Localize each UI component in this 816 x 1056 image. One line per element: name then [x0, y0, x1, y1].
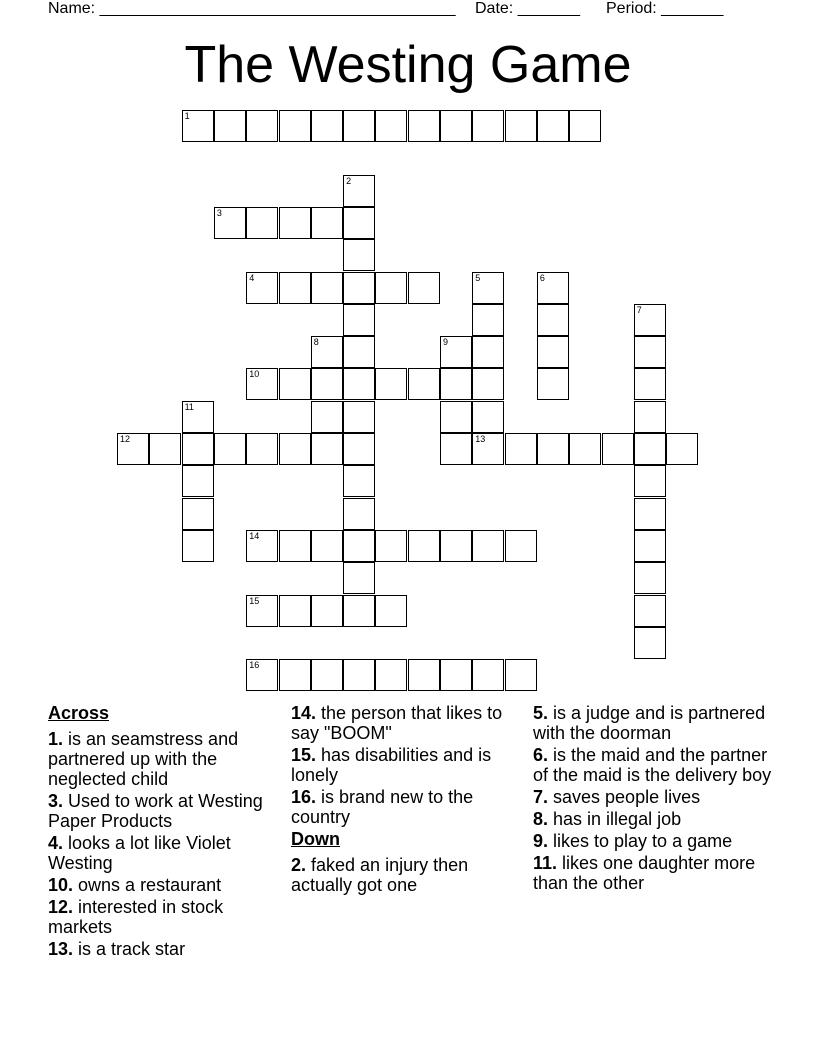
- grid-cell[interactable]: [214, 207, 246, 239]
- grid-cell[interactable]: [149, 433, 181, 465]
- grid-cell[interactable]: [375, 368, 407, 400]
- grid-cell[interactable]: [343, 401, 375, 433]
- grid-cell[interactable]: [182, 498, 214, 530]
- grid-cell[interactable]: [182, 401, 214, 433]
- clue-item-text: is an seamstress and partnered up with the neglected child: [48, 729, 239, 789]
- grid-cell[interactable]: [472, 401, 504, 433]
- grid-cell[interactable]: [634, 627, 666, 659]
- clue-number: 1: [184, 111, 190, 121]
- grid-cell[interactable]: [375, 595, 407, 627]
- clue-item-text: faked an injury then actually got one: [291, 855, 469, 895]
- grid-cell[interactable]: [569, 433, 601, 465]
- grid-cell[interactable]: [182, 110, 214, 142]
- clue-item: [533, 703, 773, 743]
- clue-number: 4: [249, 272, 255, 283]
- grid-cell[interactable]: [440, 659, 472, 691]
- clue-item-number: 11.: [533, 853, 558, 873]
- clue-number: 11: [184, 401, 194, 412]
- clue-number: 16: [249, 660, 260, 671]
- grid-cell[interactable]: [343, 530, 375, 562]
- grid-cell[interactable]: [408, 272, 440, 304]
- grid-cell[interactable]: [634, 368, 666, 400]
- grid-cell[interactable]: [569, 110, 601, 142]
- grid-cell[interactable]: [440, 433, 472, 465]
- grid-cell[interactable]: [472, 433, 504, 465]
- grid-cell[interactable]: [311, 368, 343, 400]
- page-title: The Westing Game: [184, 36, 632, 94]
- grid-cell[interactable]: [246, 207, 278, 239]
- grid-cell[interactable]: [375, 530, 407, 562]
- grid-cell[interactable]: [505, 659, 537, 691]
- clue-item-text: is a judge and is partnered with the doorman: [533, 703, 766, 743]
- grid-cell[interactable]: [408, 530, 440, 562]
- grid-cell[interactable]: [505, 530, 537, 562]
- clue-number: 10: [249, 369, 260, 380]
- grid-cell[interactable]: [537, 272, 569, 304]
- clue-number: 9: [443, 337, 449, 348]
- clue-item-number: 5.: [533, 703, 549, 723]
- grid-cell[interactable]: [182, 433, 214, 465]
- clue-item-text: is a track star: [73, 939, 186, 959]
- clue-item-text: looks a lot like Violet Westing: [48, 833, 231, 873]
- grid-cell[interactable]: [408, 110, 440, 142]
- grid-cell[interactable]: [311, 110, 343, 142]
- grid-cell[interactable]: [440, 530, 472, 562]
- grid-cell[interactable]: [634, 401, 666, 433]
- grid-cell[interactable]: [343, 175, 375, 207]
- clue-item: [48, 875, 288, 895]
- grid-cell[interactable]: [472, 530, 504, 562]
- grid-cell[interactable]: [246, 110, 278, 142]
- grid-cell[interactable]: [472, 336, 504, 368]
- clue-item-number: 3.: [48, 791, 64, 811]
- across-heading: Across: [48, 703, 110, 723]
- clue-item-number: 6.: [533, 745, 549, 765]
- down-heading: Down: [291, 829, 340, 849]
- grid-cell[interactable]: [343, 498, 375, 530]
- grid-cell[interactable]: [246, 368, 278, 400]
- grid-cell[interactable]: [440, 401, 472, 433]
- clue-item: [533, 831, 773, 851]
- clue-item-number: 7.: [533, 787, 549, 807]
- clue-item: [291, 787, 531, 827]
- grid-cell[interactable]: [343, 304, 375, 336]
- grid-cell[interactable]: [634, 498, 666, 530]
- grid-cell[interactable]: [279, 368, 311, 400]
- clues-column-2: [291, 703, 531, 897]
- clue-item-number: 10.: [48, 875, 74, 895]
- grid-cell[interactable]: [279, 433, 311, 465]
- grid-cell[interactable]: [311, 272, 343, 304]
- clue-item-number: 2.: [291, 855, 307, 875]
- grid-cell[interactable]: [440, 110, 472, 142]
- grid-cell[interactable]: [343, 562, 375, 594]
- grid-cell[interactable]: [246, 272, 278, 304]
- clue-item: [533, 809, 773, 829]
- clue-number: 8: [313, 337, 319, 348]
- grid-cell[interactable]: [343, 433, 375, 465]
- clue-number: 7: [636, 304, 642, 315]
- grid-cell[interactable]: [343, 272, 375, 304]
- clue-item-text: has in illegal job: [548, 809, 682, 829]
- grid-cell[interactable]: [472, 368, 504, 400]
- clue-item-text: Used to work at Westing Paper Products: [48, 791, 263, 831]
- grid-cell[interactable]: [634, 336, 666, 368]
- grid-cell[interactable]: [343, 336, 375, 368]
- grid-cell[interactable]: [343, 595, 375, 627]
- name-blank[interactable]: ________________________________________: [99, 0, 456, 17]
- clue-number: 14: [249, 530, 260, 541]
- grid-cell[interactable]: [311, 336, 343, 368]
- clue-number: 15: [249, 595, 260, 606]
- grid-cell[interactable]: [311, 207, 343, 239]
- clue-item: [291, 745, 531, 785]
- grid-cell[interactable]: [375, 659, 407, 691]
- clue-item: [48, 833, 288, 873]
- clue-item: [48, 729, 288, 789]
- grid-cell[interactable]: [472, 659, 504, 691]
- clue-number: 3: [216, 207, 222, 218]
- grid-cell[interactable]: [634, 595, 666, 627]
- clue-item: [48, 939, 288, 959]
- grid-cell[interactable]: [666, 433, 698, 465]
- clue-item: [533, 745, 773, 785]
- grid-cell[interactable]: [602, 433, 634, 465]
- grid-cell[interactable]: [311, 659, 343, 691]
- clue-item-text: saves people lives: [548, 787, 701, 807]
- grid-cell[interactable]: [343, 368, 375, 400]
- grid-cell[interactable]: [214, 433, 246, 465]
- grid-cell[interactable]: [634, 465, 666, 497]
- grid-cell[interactable]: [343, 110, 375, 142]
- grid-cell[interactable]: [343, 239, 375, 271]
- grid-cell[interactable]: [182, 465, 214, 497]
- clue-number: 2: [346, 175, 352, 186]
- grid-cell[interactable]: [537, 304, 569, 336]
- clue-item-number: 9.: [533, 831, 549, 851]
- grid-cell[interactable]: [537, 110, 569, 142]
- clue-item-text: interested in stock markets: [48, 897, 224, 937]
- clue-item-number: 8.: [533, 809, 549, 829]
- grid-cell[interactable]: [440, 368, 472, 400]
- grid-cell[interactable]: [214, 110, 246, 142]
- clue-item: [291, 855, 531, 895]
- grid-cell[interactable]: [634, 562, 666, 594]
- grid-cell[interactable]: [408, 368, 440, 400]
- grid-cell[interactable]: [634, 433, 666, 465]
- grid-cell[interactable]: [279, 659, 311, 691]
- grid-cell[interactable]: [472, 272, 504, 304]
- grid-cell[interactable]: [311, 401, 343, 433]
- clue-item-number: 14.: [291, 703, 317, 723]
- grid-cell[interactable]: [246, 595, 278, 627]
- clue-item-text: owns a restaurant: [73, 875, 222, 895]
- clue-item-text: is the maid and the partner of the maid is the delivery boy: [533, 745, 772, 785]
- clue-item-number: 1.: [48, 729, 64, 749]
- grid-cell[interactable]: [343, 659, 375, 691]
- grid-cell[interactable]: [311, 433, 343, 465]
- period-label: Period:: [606, 0, 657, 17]
- date-blank[interactable]: _______: [517, 0, 580, 17]
- clue-item-number: 13.: [48, 939, 74, 959]
- grid-cell[interactable]: [375, 110, 407, 142]
- grid-cell[interactable]: [634, 304, 666, 336]
- grid-cell[interactable]: [505, 110, 537, 142]
- grid-cell[interactable]: [375, 272, 407, 304]
- clue-item: [533, 853, 773, 893]
- grid-cell[interactable]: [246, 530, 278, 562]
- grid-cell[interactable]: [537, 336, 569, 368]
- clue-item-number: 15.: [291, 745, 317, 765]
- clues-column-3: [533, 703, 773, 895]
- clues-column-1: [48, 703, 288, 961]
- clue-item: [291, 703, 531, 743]
- clue-item-number: 12.: [48, 897, 74, 917]
- date-label: Date:: [475, 0, 514, 17]
- clue-item-number: 16.: [291, 787, 317, 807]
- clue-item-text: the person that likes to say "BOOM": [291, 703, 503, 743]
- grid-cell[interactable]: [440, 336, 472, 368]
- clue-item-text: likes to play to a game: [548, 831, 733, 851]
- clue-item: [533, 787, 773, 807]
- period-blank[interactable]: _______: [661, 0, 724, 17]
- clue-number: 12: [120, 434, 131, 444]
- clue-number: 5: [475, 272, 481, 283]
- clue-item-text: likes one daughter more than the other: [533, 853, 756, 893]
- grid-cell[interactable]: [279, 207, 311, 239]
- grid-cell[interactable]: [279, 595, 311, 627]
- grid-cell[interactable]: [343, 207, 375, 239]
- clue-number: 6: [539, 272, 545, 283]
- grid-cell[interactable]: [311, 595, 343, 627]
- grid-cell[interactable]: [634, 530, 666, 562]
- grid-cell[interactable]: [408, 659, 440, 691]
- grid-cell[interactable]: [279, 530, 311, 562]
- clue-item-number: 4.: [48, 833, 64, 853]
- grid-cell[interactable]: [246, 433, 278, 465]
- clue-item: [48, 791, 288, 831]
- grid-cell[interactable]: [279, 272, 311, 304]
- grid-cell[interactable]: [311, 530, 343, 562]
- grid-cell[interactable]: [279, 110, 311, 142]
- grid-cell[interactable]: [537, 433, 569, 465]
- clue-item-text: is brand new to the country: [291, 787, 474, 827]
- clue-item: [48, 897, 288, 937]
- clue-number: 13: [475, 434, 486, 444]
- grid-cell[interactable]: [537, 368, 569, 400]
- grid-cell[interactable]: [343, 465, 375, 497]
- grid-cell[interactable]: [505, 433, 537, 465]
- grid-cell[interactable]: [246, 659, 278, 691]
- grid-cell[interactable]: [117, 433, 149, 465]
- grid-cell[interactable]: [182, 530, 214, 562]
- name-label: Name:: [48, 0, 96, 17]
- grid-cell[interactable]: [472, 110, 504, 142]
- clue-item-text: has disabilities and is lonely: [291, 745, 492, 785]
- grid-cell[interactable]: [472, 304, 504, 336]
